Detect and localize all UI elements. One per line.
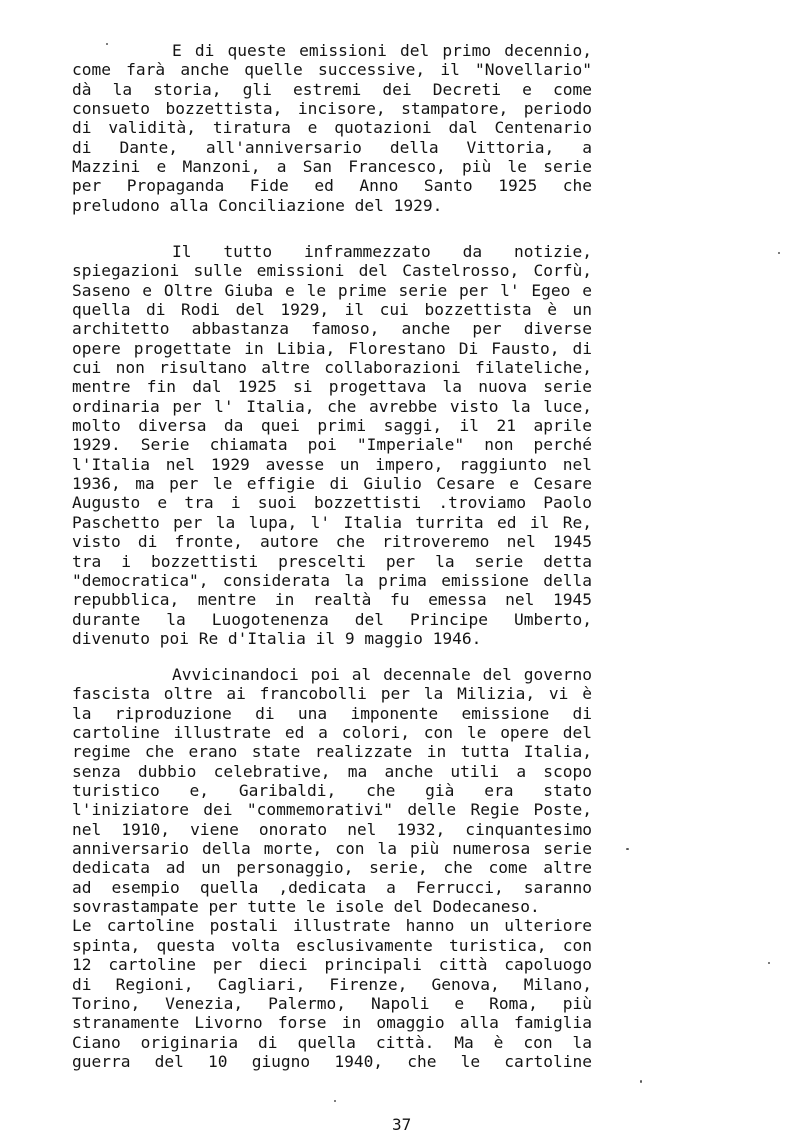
page-number: 37 [392,1115,412,1134]
scan-speck [626,848,629,850]
text-line: per Propaganda Fide ed Anno Santo 1925 che [72,176,592,196]
text-line: anniversario della morte, con la più numerosa serie [72,839,592,859]
text-line: 1936, ma per le effigie di Giulio Cesare e Cesare [72,474,592,494]
text-line: consueto bozzettista, incisore, stampatore, periodo [72,99,592,119]
text-line: spiegazioni sulle emissioni del Castelrosso, Corfù, [72,261,592,281]
text-line: regime che erano state realizzate in tutta Italia, [72,742,592,762]
text-line: cui non risultano altre collaborazioni filateliche, [72,358,592,378]
text-line: 1929. Serie chiamata poi "Imperiale" non perché [72,435,592,455]
text-line: Saseno e Oltre Giuba e le prime serie per l' Egeo e [72,280,592,300]
text-line: fascista oltre ai francobolli per la Milizia, vi è [72,684,592,704]
text-line: E di queste emissioni del primo decennio, [172,41,592,60]
text-line: Torino, Venezia, Palermo, Napoli e Roma, più [72,993,592,1013]
text-line: guerra del 10 giugno 1940, che le cartoline [72,1051,592,1071]
text-line: Ciano originaria di quella città. Ma è con la [72,1032,592,1052]
text-line: "democratica", considerata la prima emissione della [72,570,592,590]
text-line: sovrastampate per tutte le isole del Dodecaneso. [72,897,540,917]
text-line: nel 1910, viene onorato nel 1932, cinquantesimo [72,819,592,839]
scan-speck [778,252,780,254]
text-line: di validità, tiratura e quotazioni dal Centenario [72,118,592,138]
text-line: Il tutto inframmezzato da notizie, [172,242,592,261]
text-line: tra i bozzettisti prescelti per la serie detta [72,551,592,571]
text-line: l'Italia nel 1929 avesse un impero, raggiunto nel [72,454,592,474]
text-line: divenuto poi Re d'Italia il 9 maggio 1946. [72,628,482,648]
text-line: 12 cartoline per dieci principali città capoluogo [72,955,592,975]
scan-speck [106,43,108,45]
paragraph-3 [72,665,592,1071]
text-line: quella di Rodi del 1929, il cui bozzettista è un [72,300,592,320]
text-line: visto di fronte, autore che ritroveremo nel 1945 [72,532,592,552]
text-line: spinta, questa volta esclusivamente turistica, con [72,935,592,955]
text-line: ordinaria per l' Italia, che avrebbe visto la luce, [72,396,592,416]
text-line: Mazzini e Manzoni, a San Francesco, più le serie [72,157,592,177]
text-line: architetto abbastanza famoso, anche per diverse [72,319,592,339]
text-line: l'iniziatore dei "commemorativi" delle Regie Poste, [72,800,592,820]
paragraph-2 [72,242,592,648]
text-line: di Dante, all'anniversario della Vittoria, a [72,137,592,157]
text-line: Augusto e tra i suoi bozzettisti .troviamo Paolo [72,493,592,513]
text-line: Le cartoline postali illustrate hanno un ulteriore [72,916,592,936]
text-line: dedicata ad un personaggio, serie, che come altre [72,858,592,878]
text-line: la riproduzione di una imponente emissione di [72,703,592,723]
scan-speck [640,1080,642,1083]
paragraph-1 [72,41,592,215]
text-line: durante la Luogotenenza del Principe Umberto, [72,609,592,629]
text-line: stranamente Livorno forse in omaggio alla famiglia [72,1013,592,1033]
text-line: cartoline illustrate ed a colori, con le opere del [72,723,592,743]
text-line: dà la storia, gli estremi dei Decreti e come [72,79,592,99]
text-line: mentre fin dal 1925 si progettava la nuova serie [72,377,592,397]
text-line: Paschetto per la lupa, l' Italia turrita ed il Re, [72,512,592,532]
text-line: di Regioni, Cagliari, Firenze, Genova, Milano, [72,974,592,994]
text-line: turistico e, Garibaldi, che già era stato [72,781,592,801]
text-line: repubblica, mentre in realtà fu emessa nel 1945 [72,590,592,610]
text-line: Avvicinandoci poi al decennale del governo [172,665,592,684]
text-line: ad esempio quella ,dedicata a Ferrucci, saranno [72,877,592,897]
text-line: preludono alla Conciliazione del 1929. [72,195,443,215]
scan-speck [334,1100,336,1102]
scan-speck [768,962,770,964]
text-line: molto diversa da quei primi saggi, il 21 aprile [72,416,592,436]
text-line: senza dubbio celebrative, ma anche utili a scopo [72,761,592,781]
text-line: opere progettate in Libia, Florestano Di Fausto, di [72,338,592,358]
text-line: come farà anche quelle successive, il "Novellario" [72,60,592,80]
